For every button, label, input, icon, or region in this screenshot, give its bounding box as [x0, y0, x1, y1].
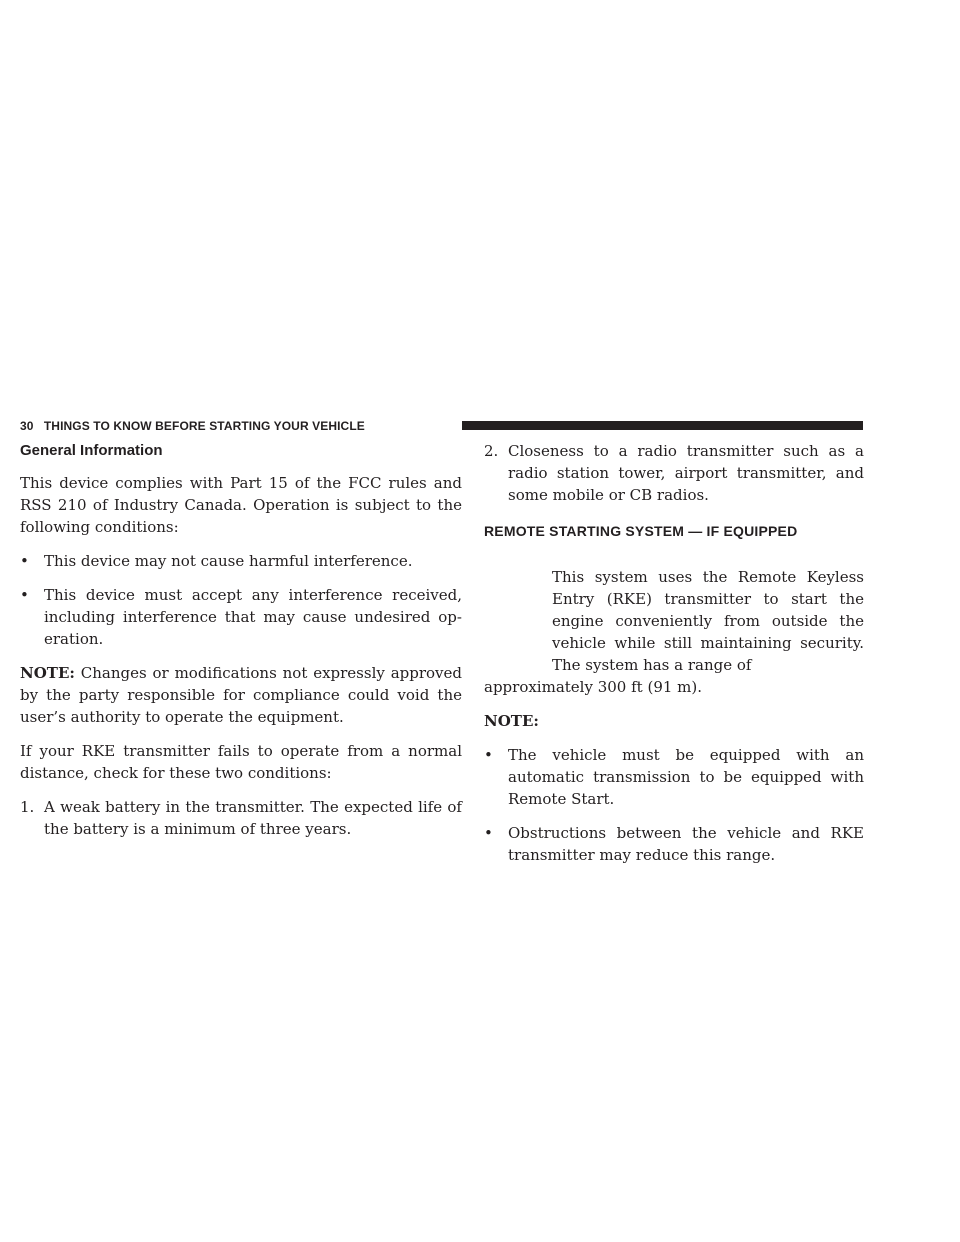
- right-column: [484, 440, 864, 878]
- numbered-text: Closeness to a radio transmitter such as a radio station tower, airport transmitter, and some mobile or CB radios.: [508, 442, 864, 504]
- bullet-item: [20, 550, 462, 572]
- header-text: [20, 419, 365, 433]
- note-text: Changes or modifications not expressly approved by the party responsible for compliance could void the user’s authority to operate the equipment.: [20, 664, 462, 726]
- bullet-marker: •: [20, 586, 29, 604]
- indented-paragraph: This system uses the Remote Keyless Entry (RKE) transmitter to start the engine conveniently from outside the vehicle while still maintaining security. The system has a range of: [552, 568, 864, 674]
- section-title: THINGS TO KNOW BEFORE STARTING YOUR VEHICLE: [43, 419, 365, 433]
- bullet-text: Obstructions between the vehicle and RKE transmitter may reduce this range.: [508, 824, 864, 864]
- bullet-marker: •: [484, 824, 493, 842]
- bullet-text: This device must accept any interference received, including interference that may cause undesired operation.: [44, 586, 462, 648]
- remote-starting-heading: REMOTE STARTING SYSTEM — IF EQUIPPED: [484, 523, 798, 539]
- note-label: NOTE:: [20, 664, 75, 682]
- number-marker: 1.: [20, 798, 35, 816]
- note-label: NOTE:: [484, 712, 539, 730]
- left-column: [20, 440, 462, 852]
- failure-intro-paragraph: If your RKE transmitter fails to operate from a normal distance, check for these two conditions:: [20, 742, 462, 782]
- bullet-marker: •: [484, 746, 493, 764]
- note-paragraph: [20, 662, 462, 728]
- bullet-marker: •: [20, 552, 29, 570]
- numbered-item: [20, 796, 462, 840]
- remote-start-intro: [484, 566, 864, 698]
- bullet-text: This device may not cause harmful interference.: [44, 552, 413, 570]
- paragraph-continuation: approximately 300 ft (91 m).: [484, 678, 703, 696]
- bullet-text: The vehicle must be equipped with an automatic transmission to be equipped with Remote Start.: [508, 746, 864, 808]
- fcc-intro-paragraph: This device complies with Part 15 of the FCC rules and RSS 210 of Industry Canada. Operation is subject to the following conditions:: [20, 474, 462, 536]
- bullet-item: [484, 822, 864, 866]
- numbered-item: [484, 440, 864, 506]
- page-number: 30: [20, 419, 34, 433]
- bullet-item: [484, 744, 864, 810]
- numbered-text: A weak battery in the transmitter. The expected life of the battery is a minimum of three years.: [44, 798, 462, 838]
- bullet-item: [20, 584, 462, 650]
- header-rule: [462, 421, 863, 430]
- number-marker: 2.: [484, 442, 499, 460]
- running-header: [20, 419, 863, 433]
- general-information-heading: General Information: [20, 442, 163, 459]
